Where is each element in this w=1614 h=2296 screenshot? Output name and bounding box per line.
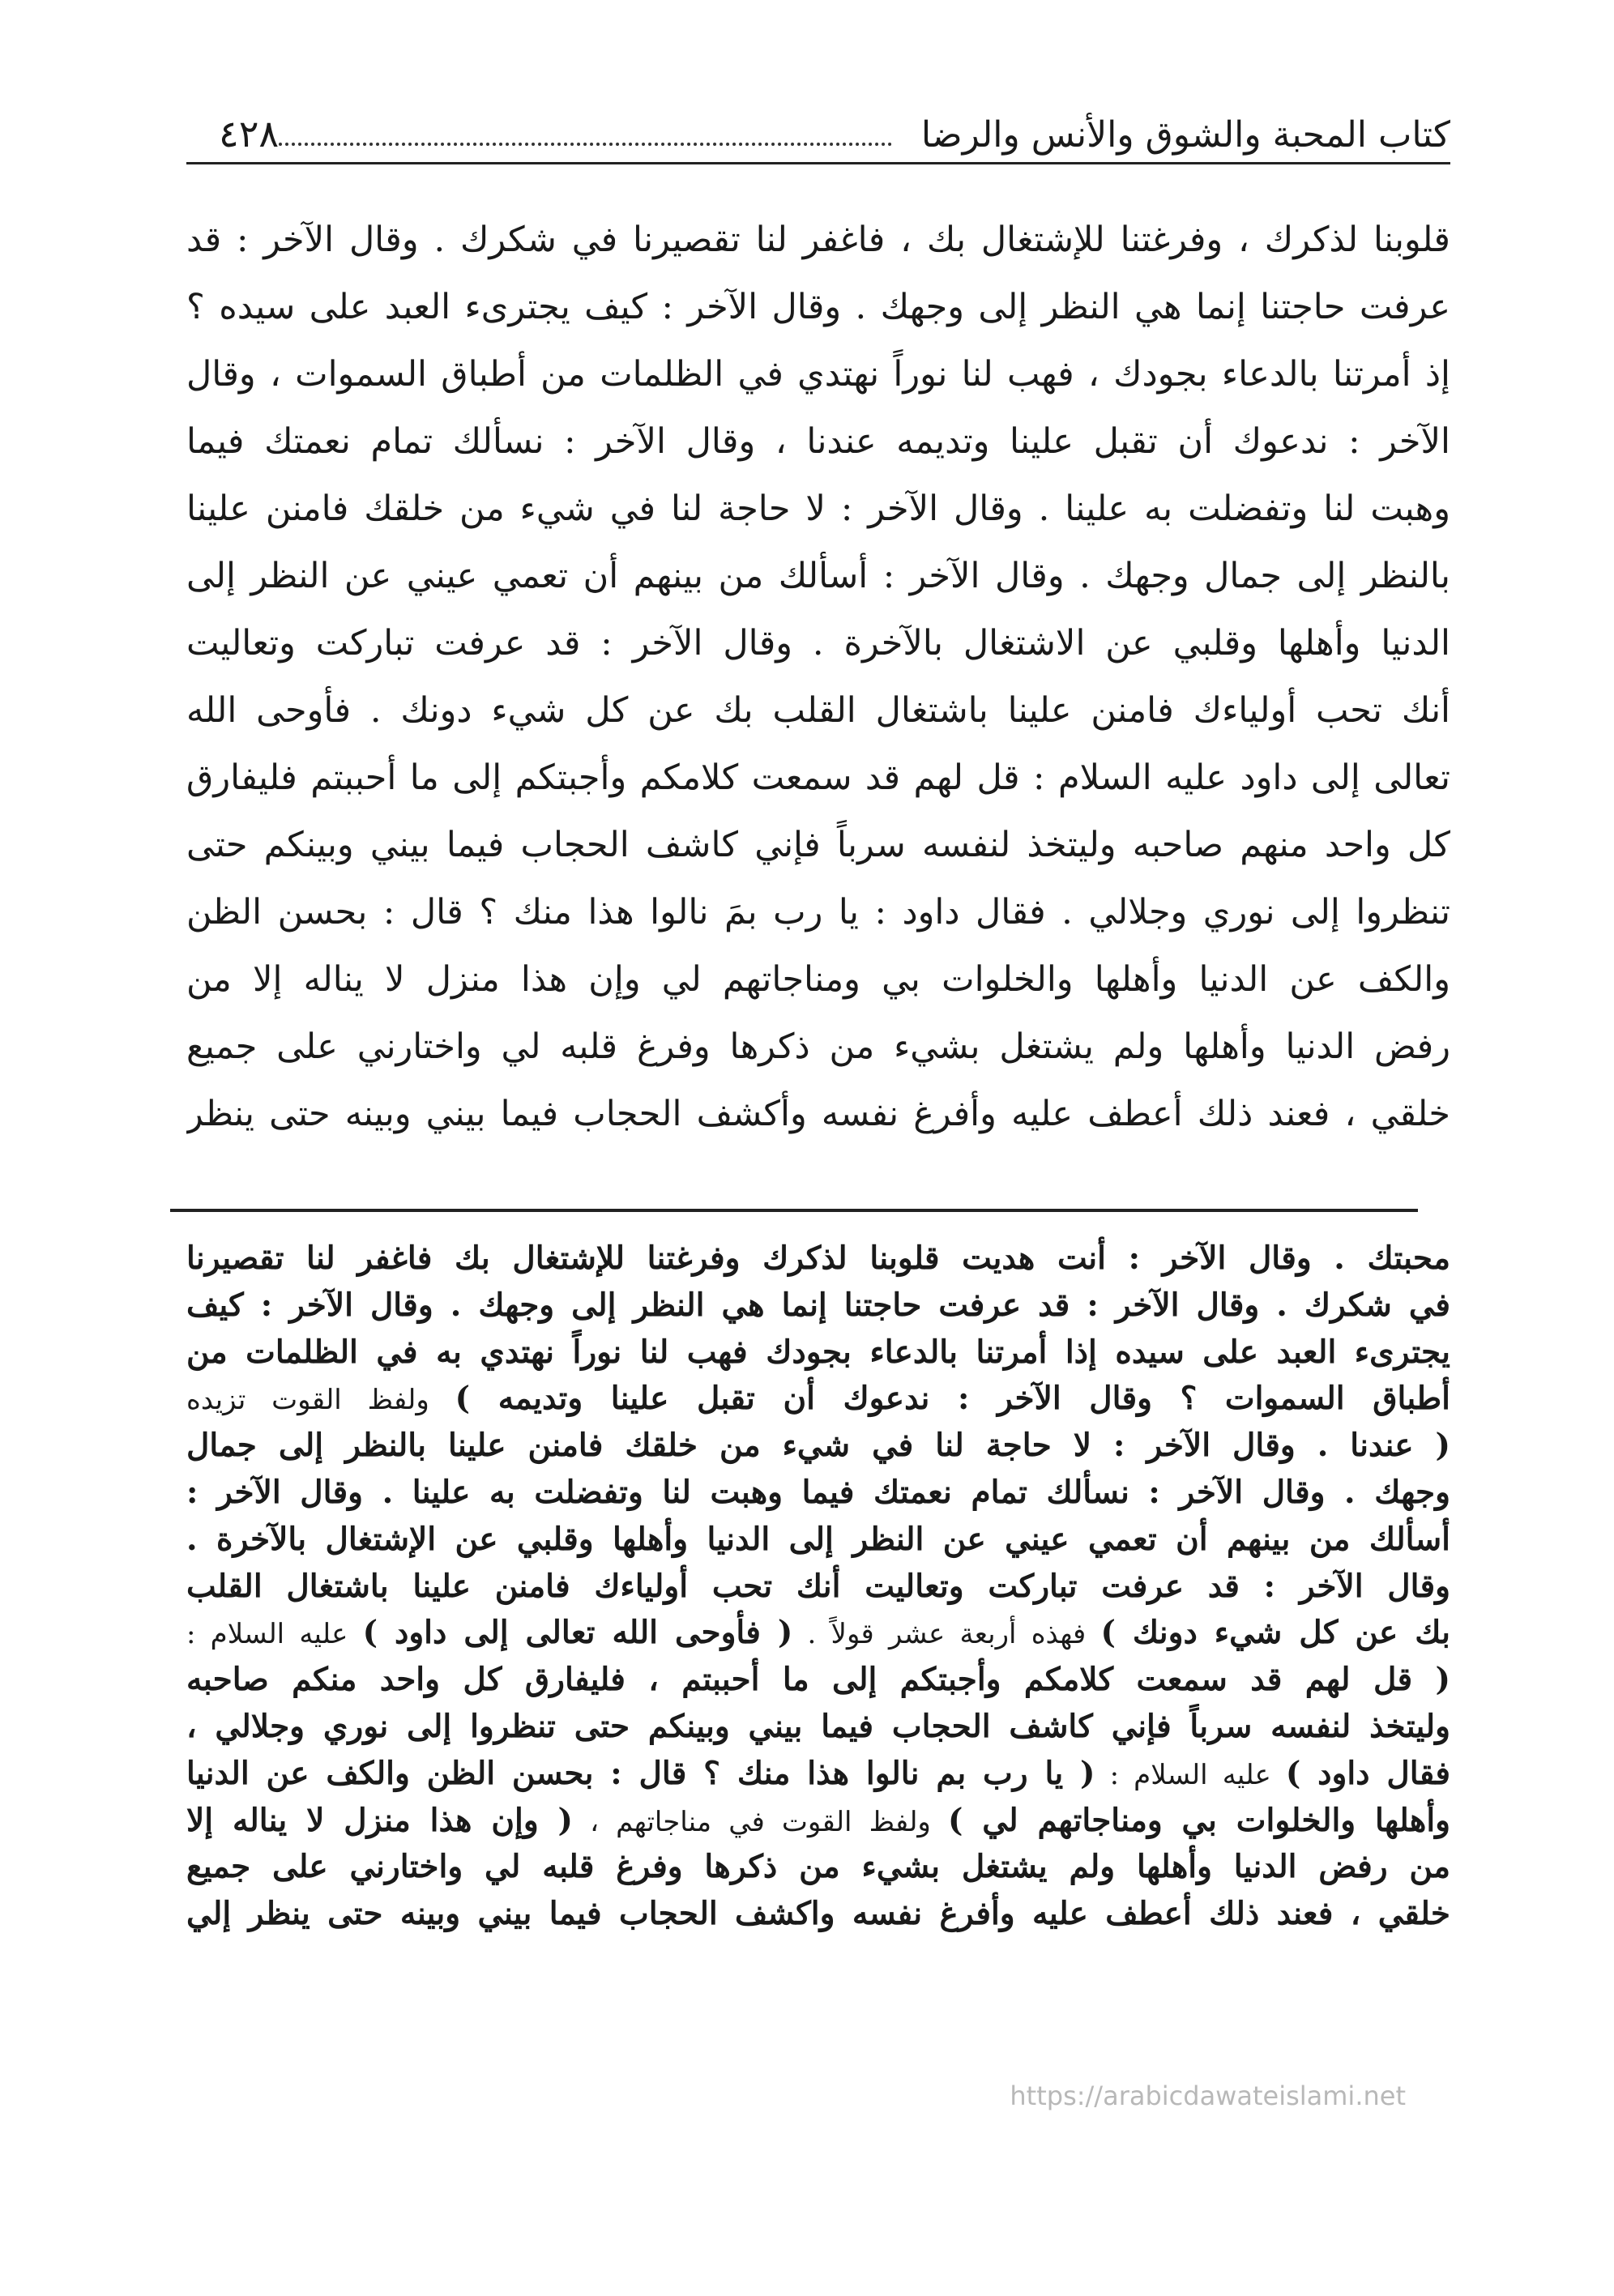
commentary-line — [186, 1282, 1450, 1329]
commentary-line — [186, 1564, 1450, 1611]
page-header — [186, 97, 1450, 164]
main-text-line: رفض الدنيا وأهلها ولم يشتغل بشيء من ذكرها وفرغ قلبه لي واختارني على جميع — [186, 1026, 1450, 1067]
commentary-quoted-text: ( يا رب بم نالوا هذا منك ؟ قال : بحسن الظن والكف عن الدنيا — [186, 1754, 1095, 1792]
commentary-line — [186, 1704, 1450, 1751]
commentary-quoted-text: يجترىء العبد على سيده إذا أمرتنا بالدعاء بجودك فهب لنا نوراً نهتدي به في الظلمات من — [186, 1333, 1450, 1371]
commentary-quoted-text: محبتك . وقال الآخر : أنت هديت قلوبنا لذكرك وفرغتنا للإشتغال بك فاغفر لنا تقصيرنا — [186, 1240, 1450, 1277]
commentary-line — [186, 1798, 1450, 1845]
main-text-line: الدنيا وأهلها وقلبي عن الاشتغال بالآخرة . وقال الآخر : قد عرفت تباركت وتعاليت — [186, 623, 1450, 664]
main-text-line: قلوبنا لذكرك ، وفرغتنا للإشتغال بك ، فاغفر لنا تقصيرنا في شكرك . وقال الآخر : قد — [186, 220, 1450, 260]
commentary-line — [186, 1751, 1450, 1798]
commentary-gloss-text: عليه السلام : — [1095, 1758, 1286, 1791]
main-text-line: والكف عن الدنيا وأهلها والخلوات بي ومناجاتهم لي وإن هذا منزل لا يناله إلا من — [186, 959, 1450, 1000]
watermark-url: https://arabicdawateislami.net — [1010, 2080, 1406, 2111]
main-text-line: تنظروا إلى نوري وجلالي . فقال داود : يا رب بمَ نالوا هذا منك ؟ قال : بحسن الظن — [186, 892, 1450, 932]
main-text-line: خلقي ، فعند ذلك أعطف عليه وأفرغ نفسه وأكشف الحجاب فيما بيني وبينه حتى ينظر — [186, 1094, 1450, 1134]
main-text-line: وهبت لنا وتفضلت به علينا . وقال الآخر : لا حاجة لنا في شيء من خلقك فامنن علينا — [186, 489, 1450, 529]
commentary-line — [186, 1844, 1450, 1891]
commentary-quoted-text: ( وإن هذا منزل لا يناله إلا — [186, 1801, 573, 1839]
commentary-quoted-text: ( فأوحى الله تعالى إلى داود ) — [362, 1614, 793, 1652]
commentary-line — [186, 1610, 1450, 1657]
main-text-line: الآخر : ندعوك أن تقبل علينا وتديمه عندنا ، وقال الآخر : نسألك تمام نعمتك فيما — [186, 421, 1450, 462]
commentary-quoted-text: أطباق السموات ؟ وقال الآخر : ندعوك أن تقبل علينا وتديمه ) — [455, 1380, 1450, 1418]
commentary-line — [186, 1891, 1450, 1938]
commentary-quoted-text: وأهلها والخلوات بي ومناجاتهم لي ) — [947, 1801, 1450, 1839]
commentary-line — [186, 1235, 1450, 1282]
commentary-quoted-text: ( عندنا . وقال الآخر : لا حاجة لنا في شيء من خلقك فامنن علينا بالنظر إلى جمال — [186, 1427, 1450, 1465]
header-dot-leader — [279, 139, 892, 146]
page-number: ٤٢٨ — [219, 112, 280, 156]
commentary-quoted-text: وجهك . وقال الآخر : نسألك تمام نعمتك فيما وهبت لنا وتفضلت به علينا . وقال الآخر : — [186, 1473, 1450, 1511]
main-text-line: كل واحد منهم صاحبه وليتخذ لنفسه سرباً فإني كاشف الحجاب فيما بيني وبينكم حتى — [186, 825, 1450, 865]
commentary-line — [186, 1329, 1450, 1376]
main-text-line: تعالى إلى داود عليه السلام : قل لهم قد سمعت كلامكم وأجبتكم إلى ما أحببتم فليفارق — [186, 758, 1450, 798]
commentary-line — [186, 1376, 1450, 1423]
commentary-quoted-text: في شكرك . وقال الآخر : قد عرفت حاجتنا إنما هي النظر إلى وجهك . وقال الآخر : كيف — [186, 1286, 1450, 1324]
commentary-block — [186, 1235, 1450, 1938]
main-text-line: إذ أمرتنا بالدعاء بجودك ، فهب لنا نوراً نهتدي في الظلمات من أطباق السموات ، وقال — [186, 354, 1450, 395]
footnote-divider — [170, 1209, 1418, 1212]
commentary-line — [186, 1657, 1450, 1704]
commentary-gloss-text: فهذه أربعة عشر قولاً . — [792, 1618, 1101, 1651]
commentary-quoted-text: وقال الآخر : قد عرفت تباركت وتعاليت أنك تحب أولياءك فامنن علينا باشتغال القلب — [186, 1567, 1450, 1605]
commentary-line — [186, 1470, 1450, 1517]
commentary-quoted-text: فقال داود ) — [1285, 1754, 1450, 1792]
running-title: كتاب المحبة والشوق والأنس والرضا — [920, 114, 1450, 156]
main-text-block — [186, 207, 1450, 1148]
main-text-line: عرفت حاجتنا إنما هي النظر إلى وجهك . وقال الآخر : كيف يجترىء العبد على سيده ؟ — [186, 287, 1450, 327]
main-text-line: بالنظر إلى جمال وجهك . وقال الآخر : أسألك من بينهم أن تعمي عيني عن النظر إلى — [186, 556, 1450, 596]
commentary-quoted-text: أسألك من بينهم أن تعمي عيني عن النظر إلى الدنيا وأهلها وقلبي عن الإشتغال بالآخرة . — [186, 1520, 1450, 1558]
commentary-quoted-text: من رفض الدنيا وأهلها ولم يشتغل بشيء من ذكرها وفرغ قلبه لي واختارني على جميع — [186, 1848, 1450, 1886]
commentary-line — [186, 1517, 1450, 1564]
commentary-quoted-text: خلقي ، فعند ذلك أعطف عليه وأفرغ نفسه واكشف الحجاب فيما بيني وبينه حتى ينظر إلي — [186, 1895, 1450, 1933]
commentary-gloss-text: ولفظ القوت في مناجاتهم ، — [572, 1805, 948, 1838]
commentary-line — [186, 1423, 1450, 1470]
commentary-quoted-text: وليتخذ لنفسه سرباً فإني كاشف الحجاب فيما بيني وبينكم حتى تنظروا إلى نوري وجلالي ، — [186, 1707, 1450, 1745]
commentary-gloss-text: عليه السلام : — [186, 1618, 363, 1651]
commentary-gloss-text: ولفظ القوت تزيده — [186, 1384, 455, 1417]
main-text-line: أنك تحب أولياءك فامنن علينا باشتغال القلب بك عن كل شيء دونك . فأوحى الله — [186, 690, 1450, 731]
commentary-quoted-text: بك عن كل شيء دونك ) — [1100, 1614, 1450, 1652]
commentary-quoted-text: ( قل لهم قد سمعت كلامكم وأجبتكم إلى ما أحببتم ، فليفارق كل واحد منكم صاحبه — [186, 1661, 1450, 1699]
